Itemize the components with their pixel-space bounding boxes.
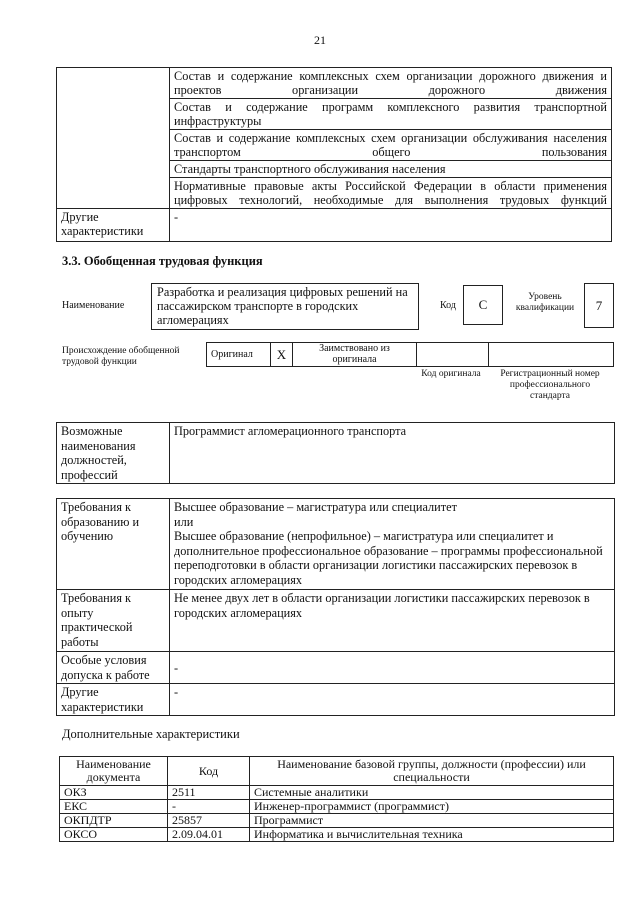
top-characteristics-table	[56, 67, 612, 242]
text-line: Высшее образование (непрофильное) – магистратура или специалитет и дополнительное профессиональное образование – программы профессиональной переподготовки в области организации логистики пассажирских перевозок в городских агломерациях	[174, 529, 603, 587]
table-row	[57, 68, 612, 99]
original-label: Оригинал	[207, 343, 271, 367]
table-row	[57, 499, 615, 590]
code-value: С	[478, 297, 488, 312]
table-cell: Программист агломерационного транспорта	[170, 423, 615, 484]
positions-table	[56, 422, 615, 484]
table-cell: ОКЗ	[60, 786, 168, 800]
header-cell: Наименование документа	[60, 757, 168, 786]
text-line: Высшее образование – магистратура или специалитет	[174, 500, 457, 514]
table-cell: 2.09.04.01	[168, 828, 250, 842]
origin-table	[206, 342, 614, 367]
table-cell: -	[170, 209, 612, 242]
requirements-table	[56, 498, 615, 716]
level-value: 7	[595, 297, 603, 313]
table-cell: Информатика и вычислительная техника	[250, 828, 614, 842]
table-row	[57, 590, 615, 652]
level-label: Уровень квалификации	[515, 292, 575, 313]
table-cell: Состав и содержание комплексных схем организации обслуживания населения транспортом общего пользования	[170, 130, 612, 161]
table-cell: Инженер-программист (программист)	[250, 800, 614, 814]
table-cell: 2511	[168, 786, 250, 800]
table-cell: -	[168, 800, 250, 814]
table-cell: Нормативные правовые акты Российской Федерации в области применения цифровых технологий, необходимые для выполнения трудовых функций	[170, 178, 612, 209]
row-label: Другие характеристики	[57, 209, 170, 242]
page-number: 21	[314, 33, 326, 47]
row-label: Особые условия допуска к работе	[57, 652, 170, 684]
reg-number-cell	[489, 343, 614, 367]
name-label: Наименование	[62, 300, 125, 311]
table-cell: Состав и содержание программ комплексного развития транспортной инфраструктуры	[170, 99, 612, 130]
table-cell-empty	[57, 68, 170, 209]
function-name-box	[151, 283, 419, 330]
table-row	[57, 423, 615, 484]
table-row	[60, 800, 614, 814]
table-row	[60, 786, 614, 800]
table-cell: Системные аналитики	[250, 786, 614, 800]
code-original-cell	[417, 343, 489, 367]
table-row	[57, 652, 615, 684]
additional-title: Дополнительные характеристики	[62, 727, 240, 741]
table-row	[57, 209, 612, 242]
table-cell: Стандарты транспортного обслуживания населения	[170, 161, 612, 178]
code-label: Код	[440, 300, 456, 311]
table-cell: ОКСО	[60, 828, 168, 842]
text-line: -	[174, 685, 179, 699]
section-title: 3.3. Обобщенная трудовая функция	[62, 254, 263, 268]
additional-table	[59, 756, 614, 842]
text-line: -	[174, 660, 179, 675]
code-value-box	[463, 285, 503, 325]
table-cell: ОКПДТР	[60, 814, 168, 828]
table-header-row	[60, 757, 614, 786]
table-row	[207, 343, 614, 367]
table-cell: Состав и содержание комплексных схем организации дорожного движения и проектов организации дорожного движения	[170, 68, 612, 99]
row-label: Требования к образованию и обучению	[57, 499, 170, 590]
table-cell	[170, 684, 615, 716]
borrowed-label: Заимствовано из оригинала	[293, 343, 417, 367]
function-name-value: Разработка и реализация цифровых решений на пассажирском транспорте в городских агломерациях	[157, 285, 408, 327]
row-label: Требования к опыту практической работы	[57, 590, 170, 652]
original-mark: Х	[271, 343, 293, 367]
table-cell	[170, 590, 615, 652]
row-label: Возможные наименования должностей, профессий	[57, 423, 170, 484]
origin-label: Происхождение обобщенной трудовой функции	[62, 346, 180, 367]
table-row	[60, 814, 614, 828]
table-cell: ЕКС	[60, 800, 168, 814]
table-cell: Программист	[250, 814, 614, 828]
table-row	[57, 684, 615, 716]
text-line: или	[174, 514, 194, 529]
level-value-box	[584, 283, 614, 328]
text-line: Не менее двух лет в области организации логистики пассажирских перевозок в городских агломерациях	[174, 591, 590, 620]
header-cell: Наименование базовой группы, должности (профессии) или специальности	[250, 757, 614, 786]
table-row	[60, 828, 614, 842]
row-label: Другие характеристики	[57, 684, 170, 716]
header-cell: Код	[168, 757, 250, 786]
reg-number-label: Регистрационный номер профессионального стандарта	[500, 369, 600, 401]
code-original-label: Код оригинала	[421, 369, 481, 379]
table-cell	[170, 652, 615, 684]
table-cell	[170, 499, 615, 590]
table-cell: 25857	[168, 814, 250, 828]
